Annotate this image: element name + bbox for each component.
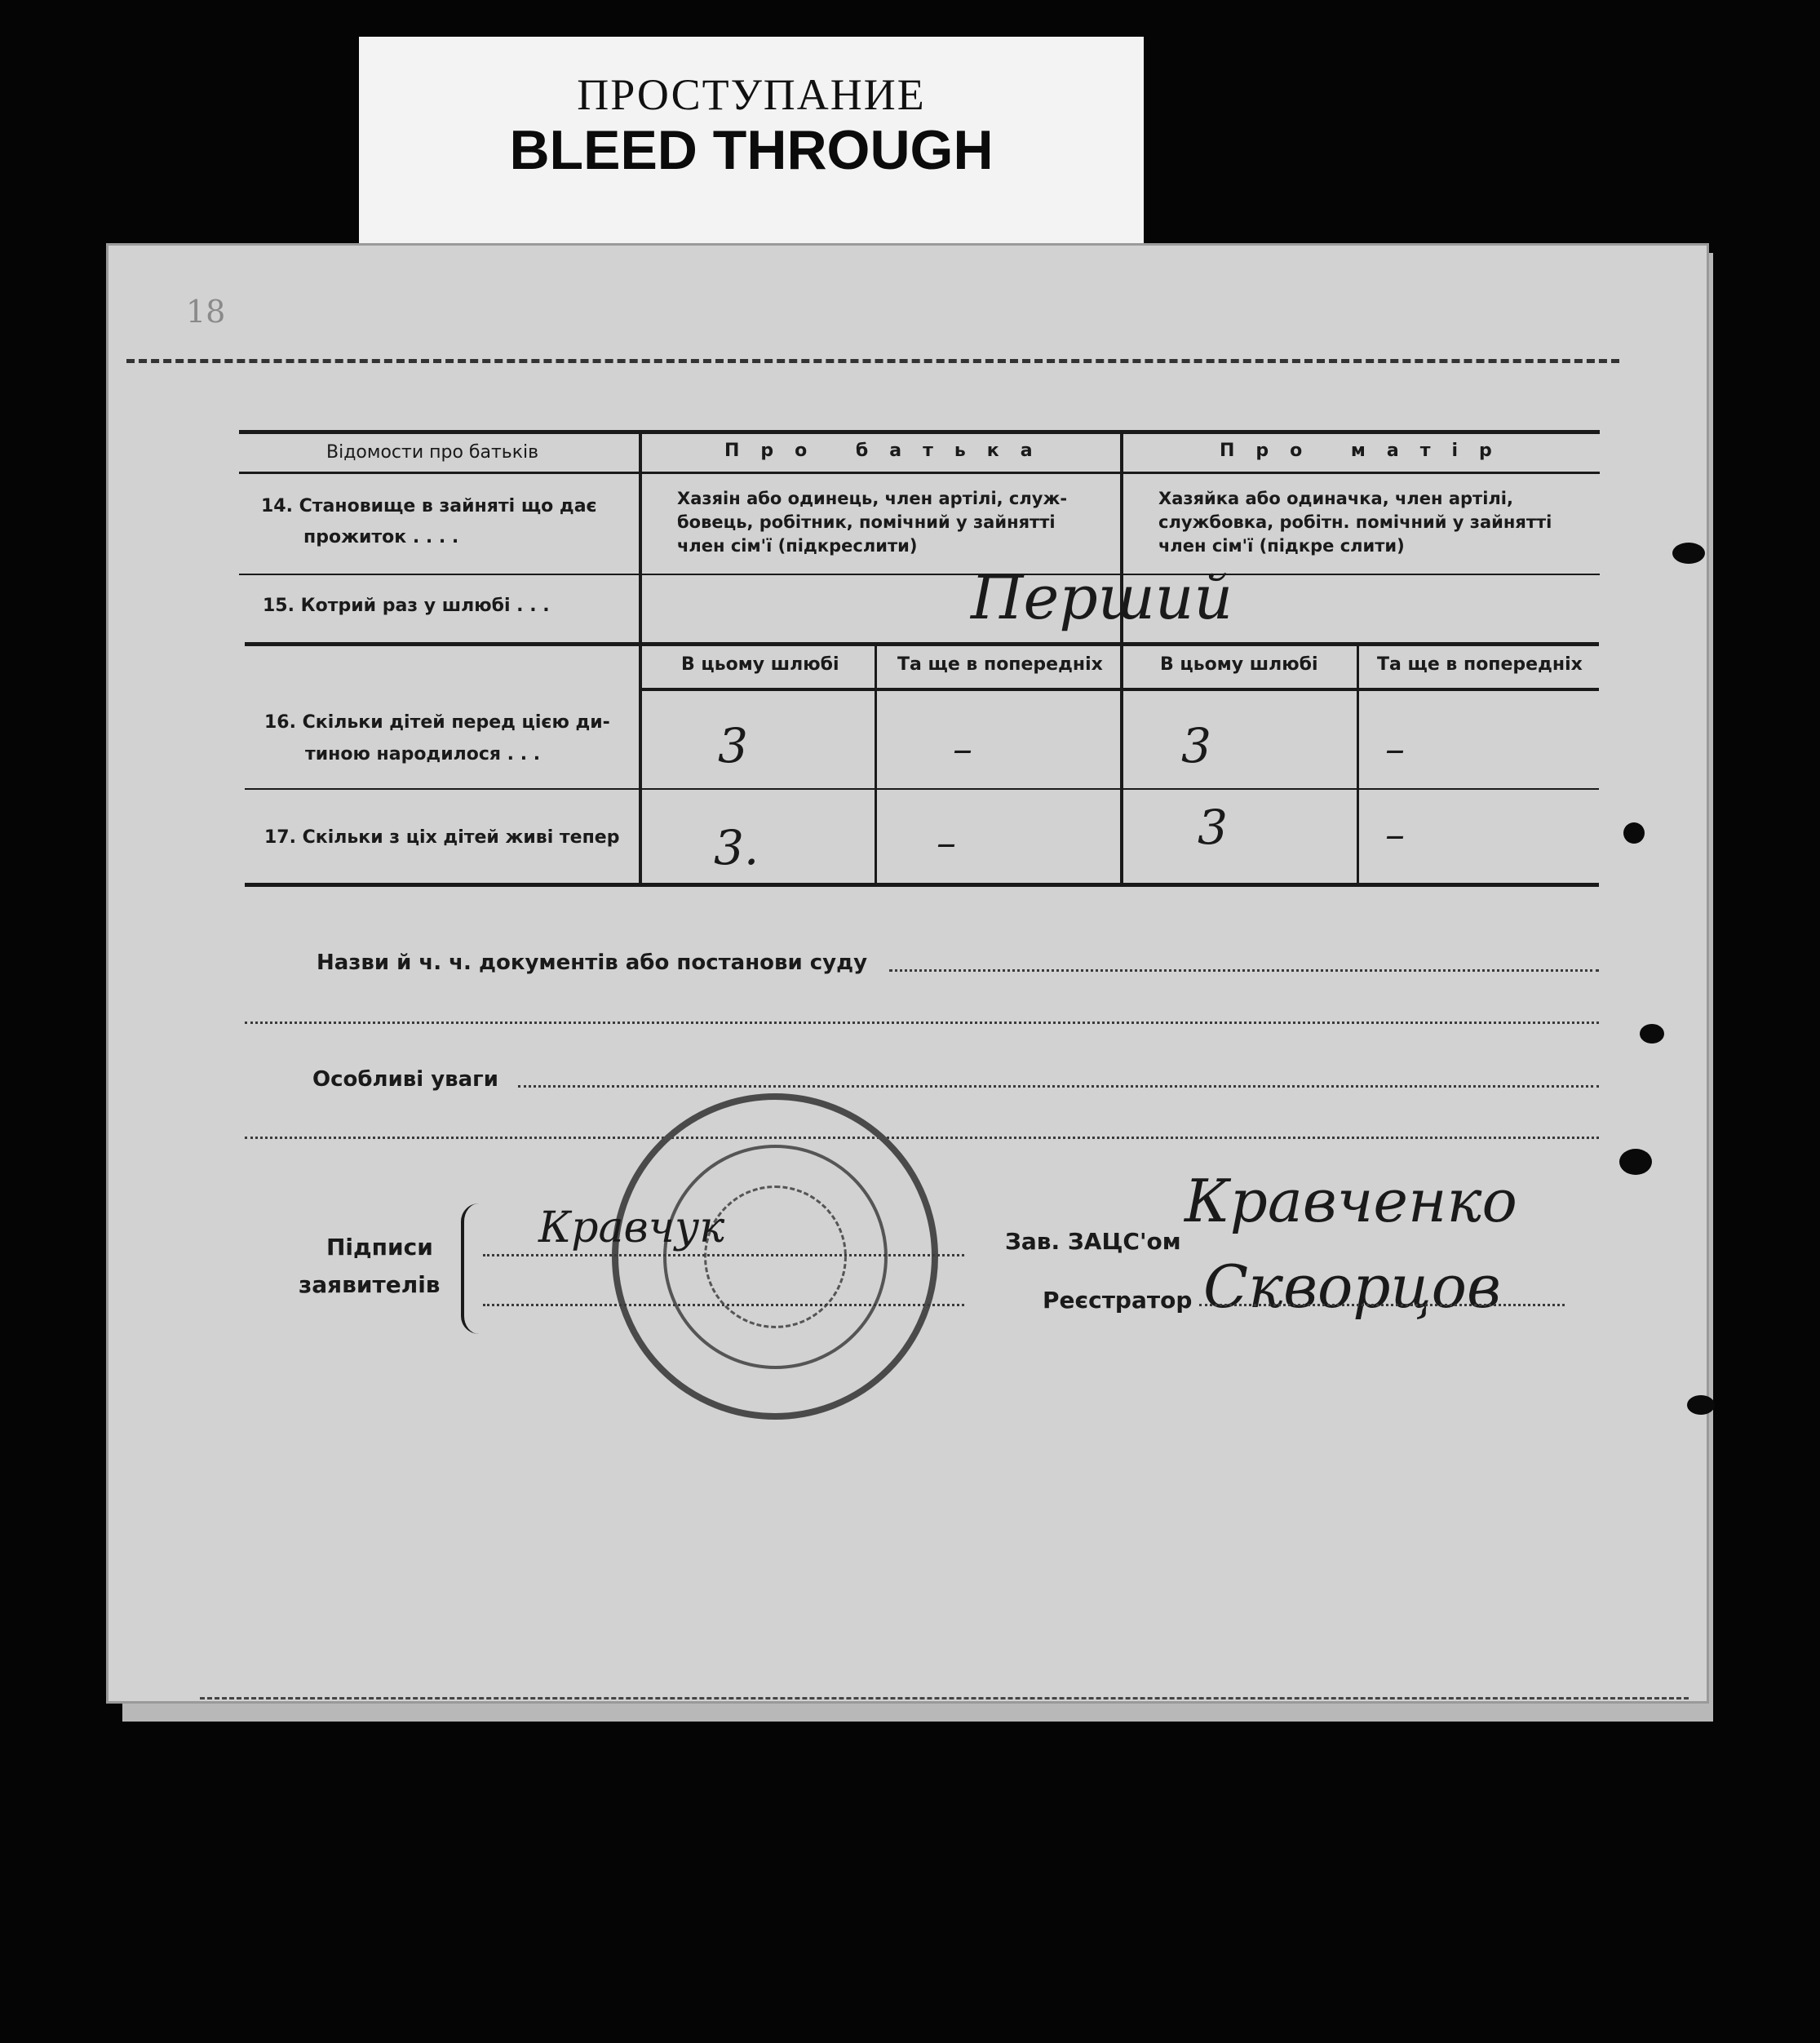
row16-label-line1: 16. Скільки дітей перед цією ди-: [264, 712, 610, 733]
subheader-father-previous: Та ще в попередніх: [897, 654, 1103, 675]
label-russian-text: ПРОСТУПАНИЕ: [577, 70, 926, 119]
row14-father-text: [677, 487, 1067, 558]
row17-father-current: 3.: [714, 820, 759, 875]
documents-line-2: [245, 1021, 1599, 1024]
table-col-divider: [639, 432, 642, 885]
row15-handwritten-value: Перший: [971, 563, 1233, 633]
row14-label-line1: 14. Становище в зайняті що дає: [261, 496, 597, 516]
table-col-divider: [1357, 645, 1359, 885]
bottom-perforation-line: [200, 1697, 1689, 1700]
punch-hole: [1672, 543, 1705, 564]
table-row-rule: [239, 574, 1600, 575]
table-header-rule: [239, 472, 1600, 474]
margin-mark: 18: [186, 294, 226, 330]
applicants-label-line2: заявителів: [299, 1271, 441, 1298]
documents-label: Назви й ч. ч. документів або постанови суду: [317, 951, 868, 975]
row16-mother-current: 3: [1181, 718, 1211, 773]
row17-father-previous: –: [937, 820, 956, 866]
remarks-line-2: [245, 1137, 1599, 1139]
documents-line: [889, 969, 1599, 972]
row16-mother-previous: –: [1385, 726, 1405, 772]
applicants-brace: [461, 1203, 482, 1334]
row15-label: 15. Котрий раз у шлюбі . . .: [263, 596, 550, 616]
head-signature: Кравченко: [1185, 1167, 1517, 1235]
punch-hole: [1640, 1024, 1664, 1044]
header-mother: Про матір: [1220, 441, 1513, 461]
row16-father-previous: –: [953, 726, 972, 772]
table-row-rule: [245, 642, 1599, 646]
row14-label-line2: прожиток . . . .: [303, 527, 459, 547]
registrar-signature: Скворцов: [1203, 1252, 1501, 1321]
seal-emblem: [704, 1185, 847, 1328]
perforation-line: [126, 359, 1619, 363]
label-english-text: BLEED THROUGH: [509, 119, 994, 181]
row14-mother-line2: службовка, робітн. помічний у зайнятті: [1158, 512, 1552, 532]
row14-mother-line1: Хазяйка або одиначка, член артілі,: [1158, 489, 1513, 508]
row14-father-line1: Хазяін або одинець, член артілі, служ-: [677, 489, 1068, 508]
header-father: Про батька: [724, 441, 1054, 461]
row14-mother-text: [1158, 487, 1552, 558]
punch-hole: [1619, 1149, 1652, 1175]
table-col-divider: [875, 645, 877, 885]
applicants-label-line1: Підписи: [326, 1234, 433, 1261]
row14-mother-line3: член сім'ї (підкре слити): [1158, 536, 1405, 556]
applicant-sign-line: [483, 1254, 964, 1256]
row17-mother-current: 3: [1198, 800, 1228, 855]
row16-father-current: 3: [718, 718, 748, 773]
subheader-mother-previous: Та ще в попередніх: [1377, 654, 1583, 675]
subheader-father-current: В цьому шлюбі: [681, 654, 839, 675]
table-row-rule: [245, 788, 1599, 790]
registrar-label: Реєстратор: [1043, 1287, 1193, 1314]
applicant-sign-line-2: [483, 1304, 964, 1306]
applicant-signature: Кравчук: [538, 1203, 725, 1252]
punch-hole: [1687, 1395, 1715, 1415]
remarks-label: Особливі уваги: [312, 1067, 498, 1092]
table-top-rule: [239, 430, 1600, 434]
table-bottom-rule: [245, 883, 1599, 887]
row16-label-line2: тиною народилося . . .: [305, 744, 541, 764]
remarks-line: [518, 1085, 1599, 1088]
head-label: Зав. ЗАЦС'ом: [1005, 1228, 1181, 1255]
bleed-through-label-card: [359, 37, 1144, 257]
registrar-sign-line: [1199, 1304, 1565, 1306]
row17-label: 17. Скільки з ціх дітей живі тепер: [264, 827, 620, 848]
row17-mother-previous: –: [1385, 812, 1405, 858]
punch-hole: [1623, 822, 1645, 844]
table-col-divider: [1120, 432, 1123, 885]
row14-father-line2: бовець, робітник, помічний у зайнятті: [677, 512, 1056, 532]
subheader-mother-current: В цьому шлюбі: [1160, 654, 1318, 675]
row14-father-line3: член сім'ї (підкреслити): [677, 536, 918, 556]
header-info: Відомости про батьків: [326, 442, 539, 463]
official-seal: [612, 1093, 938, 1420]
